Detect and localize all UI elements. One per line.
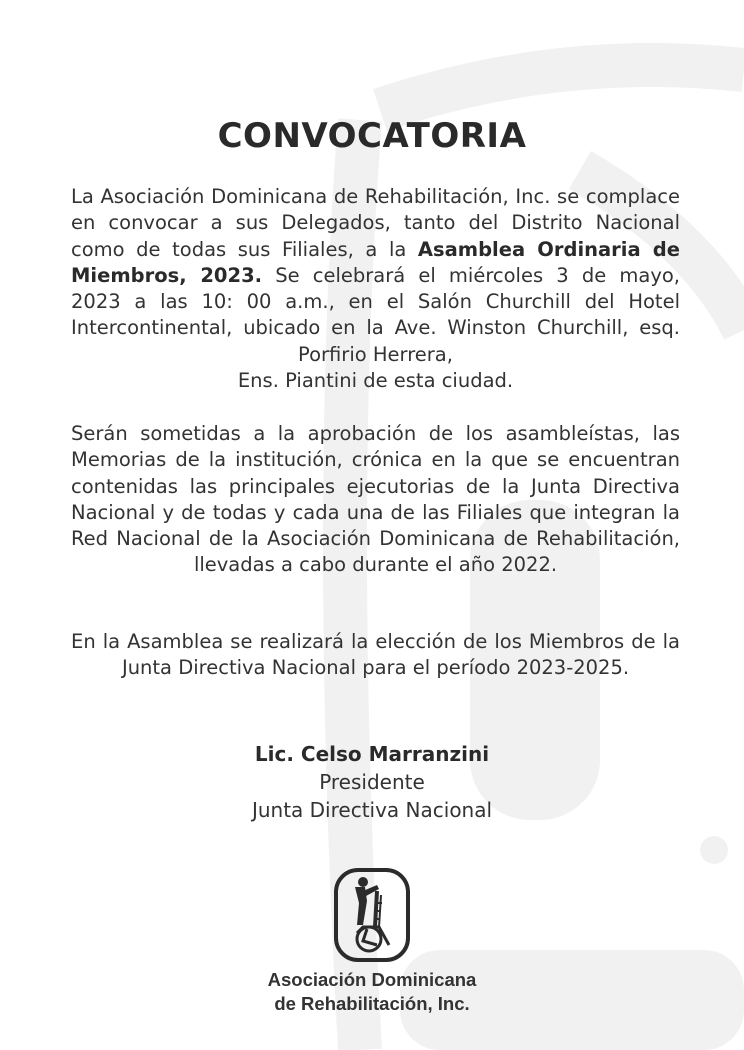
organization-name-line1: Asociación Dominicana	[267, 969, 477, 990]
signature-block	[0, 740, 744, 824]
signatory-role: Presidente	[319, 770, 425, 794]
announcement-details: Se celebrará el miércoles 3 de mayo, 2023 a las 10: 00 a.m., en el Salón Churchill del Hotel Intercontinental, ubicado en la Ave. Winston Churchill, esq. Porfirio Herrera,	[71, 263, 680, 366]
organization-logo	[333, 867, 411, 963]
page-title: CONVOCATORIA	[217, 116, 527, 156]
paragraph-election: En la Asamblea se realizará la elección de los Miembros de la Junta Directiva Nacional para el período 2023-2025.	[71, 630, 680, 680]
organization-name-line2: de Rehabilitación, Inc.	[274, 993, 470, 1014]
organization-name	[0, 968, 744, 1016]
paragraph-announcement	[71, 184, 680, 394]
announcement-intro: La Asociación Dominicana de Rehabilitación, Inc. se complace en convocar a sus Delegados, tanto del Distrito Nacional como de todas sus Filiales, a la	[71, 185, 680, 261]
announcement-last-line: Ens. Piantini de esta ciudad.	[237, 369, 514, 393]
assembly-name: Asamblea Ordinaria de Miembros, 2023.	[71, 237, 680, 287]
signatory-name: Lic. Celso Marranzini	[254, 742, 490, 766]
signatory-body: Junta Directiva Nacional	[251, 798, 493, 822]
paragraph-memorias: Serán sometidas a la aprobación de los asambleístas, las Memorias de la institución, crónica en la que se encuentran contenidas las principales ejecutorias de la Junta Directiva Nacional y de todas y cada una de las Filiales que integran la Red Nacional de la Asociación Dominicana de Rehabilitación, llevadas a cabo durante el año 2022.	[71, 422, 680, 577]
